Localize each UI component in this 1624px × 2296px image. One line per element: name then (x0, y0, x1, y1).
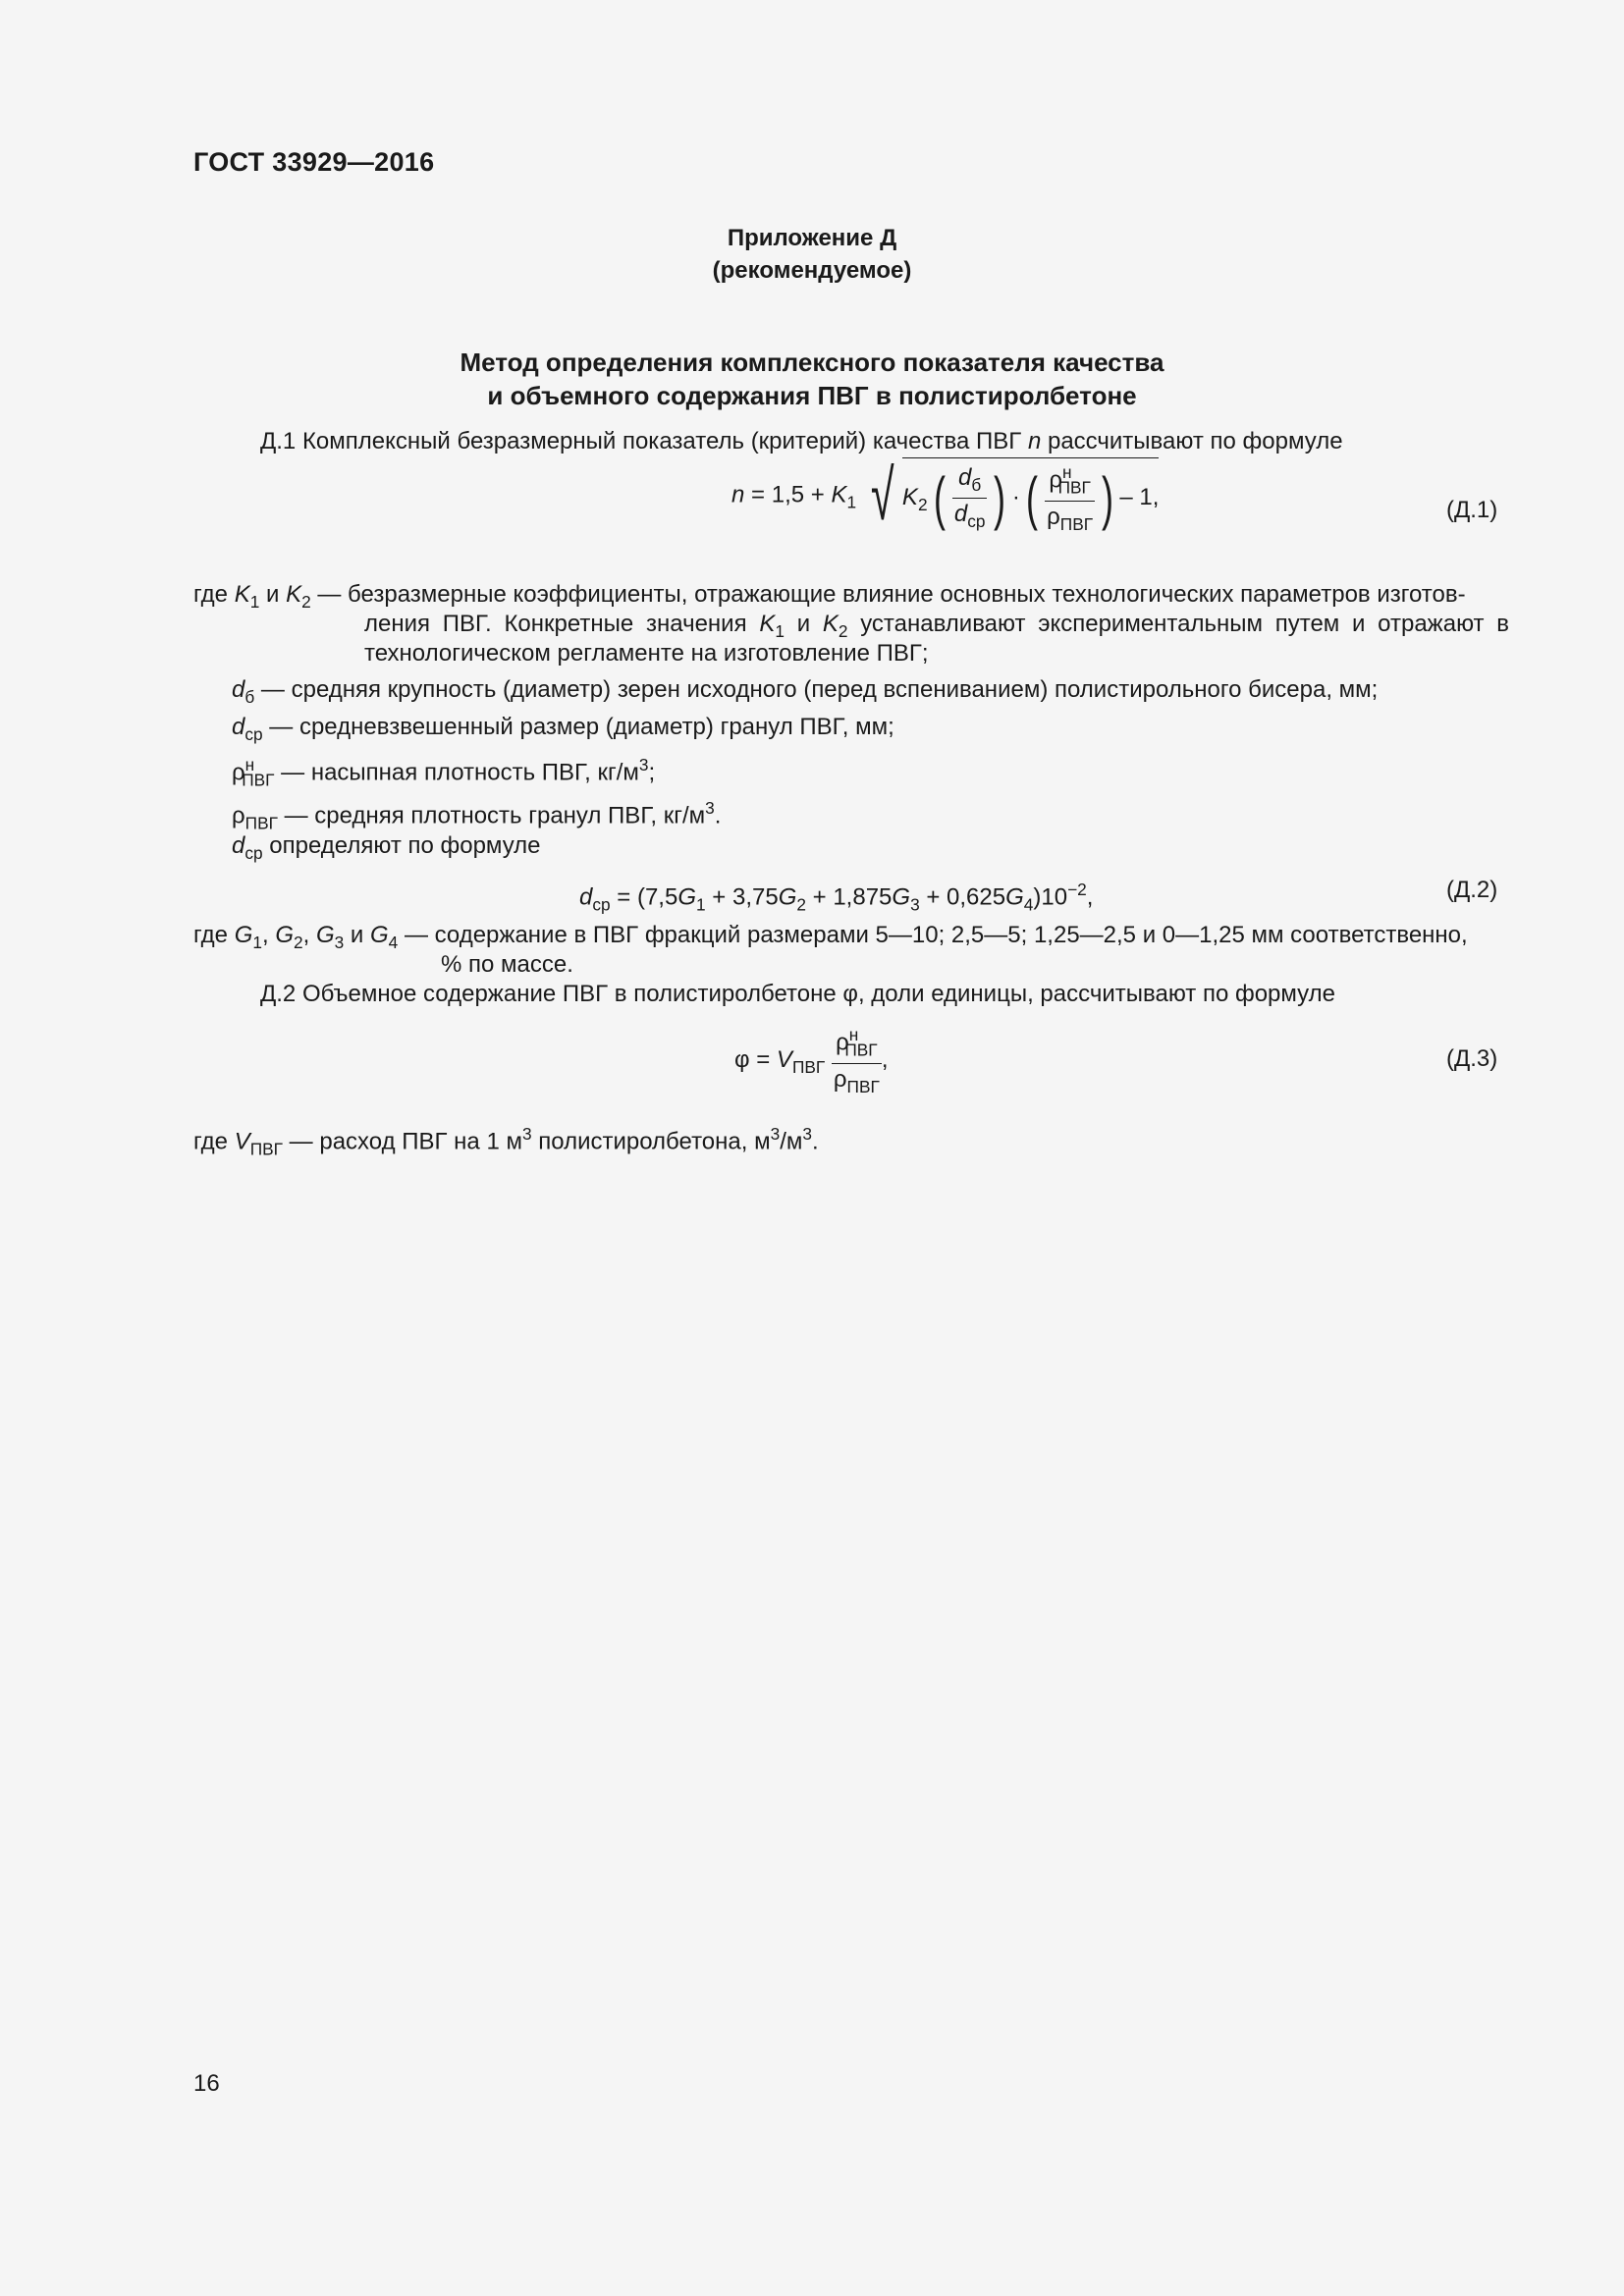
standard-code: ГОСТ 33929—2016 (193, 147, 435, 177)
radical-sign: √ (870, 456, 894, 536)
equation-number-d3: (Д.3) (1446, 1045, 1498, 1072)
where-g-line2: % по массе. (441, 951, 573, 978)
fraction-db-dsr: $\frac{d_б}{d_{ср}}$ (953, 464, 986, 532)
where-v: где $V_{ПВГ}$ — расход ПВГ на 1 $м^3$ полистиролбетона, $м^3/м^3$. (193, 1124, 819, 1159)
square-root: √ $K_2$ ( $\frac{d_б}{d_{ср}}$ ) · ( $\frac{\rho^н_{ПВГ}}{\rho_{ПВГ}}$ ) – 1, (870, 456, 1160, 536)
fraction-rho: $\frac{\rho^н_{ПВГ}}{\rho_{ПВГ}}$ (1047, 462, 1094, 534)
page-number: 16 (193, 2070, 220, 2097)
where-k1-k2-line3: технологическом регламенте на изготовление ПВГ; (364, 640, 929, 667)
equation-d3: $\varphi = V_{ПВГ}$ $\frac{\rho^н_{ПВГ}}{\rho_{ПВГ}}$ , (734, 1025, 889, 1096)
paragraph-d2: Д.2 Объемное содержание ПВГ в полистиролбетоне φ, доли единицы, рассчитывают по формуле (260, 981, 1335, 1007)
def-rho-bulk: $\rho^н_{ПВГ}$ — насыпная плотность ПВГ, $кг/м^3$; (232, 755, 656, 790)
section-title-line2: и объемного содержания ПВГ в полистиролбетоне (487, 381, 1137, 410)
appendix-status: (рекомендуемое) (712, 257, 912, 284)
where-k1-k2-line2: ления ПВГ. Конкретные значения $K_1$ и $K_2$ устанавливают экспериментальным путем и отражают в (364, 611, 1510, 642)
def-dsr: $d_{ср}$ — средневзвешенный размер (диаметр) гранул ПВГ, мм; (232, 714, 894, 745)
section-title-line1: Метод определения комплексного показателя качества (460, 347, 1164, 377)
fraction-rho-d3: $\frac{\rho^н_{ПВГ}}{\rho_{ПВГ}}$ (833, 1025, 880, 1096)
paragraph-d1: Д.1 Комплексный безразмерный показатель (критерий) качества ПВГ n рассчитывают по формуле (260, 428, 1343, 454)
def-rho-mean: $\rho_{ПВГ}$ — средняя плотность гранул ПВГ, $кг/м^3$. (232, 798, 722, 833)
equation-number-d2: (Д.2) (1446, 877, 1498, 903)
equation-number-d1: (Д.1) (1446, 497, 1498, 523)
where-g: где $G_1$, $G_2$, $G_3$ и $G_4$ — содержание в ПВГ фракций размерами 5—10; 2,5—5; 1,25—2,5 и 0—1,25 мм соответственно, (193, 922, 1468, 953)
equation-d2: $d_{ср} = (7,5G_1 + 3,75G_2 + 1,875G_3 + 0,625G_4)10^{-2}$, (579, 880, 1094, 915)
appendix-title: Приложение Д (727, 225, 897, 251)
def-db: $d_б$ — средняя крупность (диаметр) зерен исходного (перед вспениванием) полистирольного бисера, мм; (232, 676, 1379, 708)
where-k1-k2: где $K_1$ и $K_2$ — безразмерные коэффициенты, отражающие влияние основных технологических параметров изготов- (193, 581, 1466, 613)
equation-d1: $n = 1,5 + K_1$ √ $K_2$ ( $\frac{d_б}{d_{ср}}$ ) · ( $\frac{\rho^н_{ПВГ}}{\rho_{ПВГ}}$ ) – 1, (731, 456, 1160, 536)
def-dsr-formula-intro: $d_{ср}$ определяют по формуле (232, 832, 541, 864)
